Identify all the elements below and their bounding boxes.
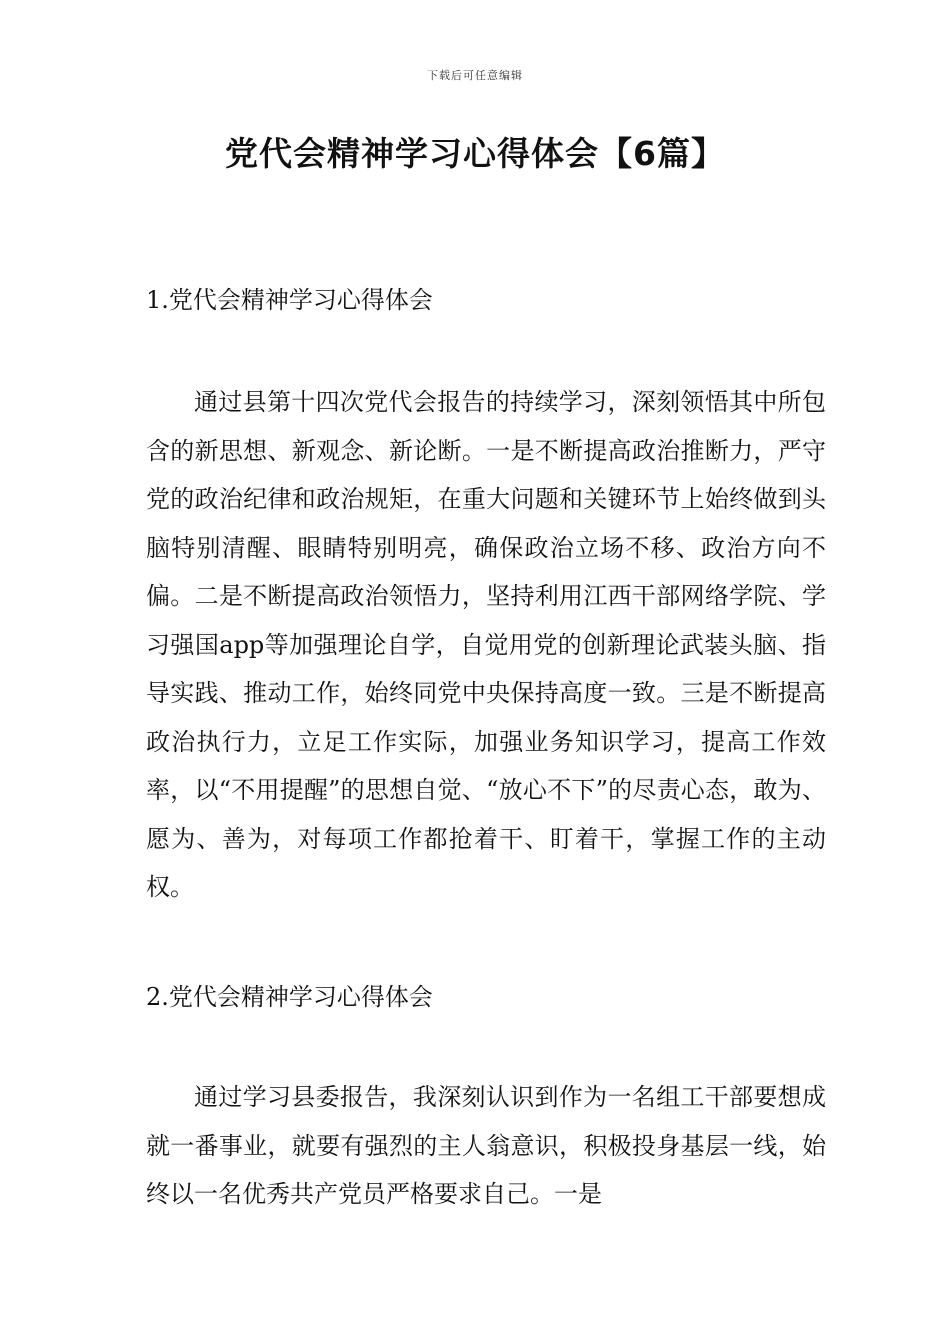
header-note: 下载后可任意编辑 <box>427 69 523 82</box>
section-heading: 2.党代会精神学习心得体会 <box>146 983 433 1011</box>
section-paragraph: 通过学习县委报告，我深刻认识到作为一名组工干部要想成就一番事业，就要有强烈的主人翁意识，积极投身基层一线，始终以一名优秀共产党员严格要求自己。一是 <box>146 1083 826 1208</box>
section-2-heading-block <box>146 973 826 1022</box>
section-heading: 1.党代会精神学习心得体会 <box>146 286 433 314</box>
section-paragraph: 通过县第十四次党代会报告的持续学习，深刻领悟其中所包含的新思想、新观念、新论断。一是不断提高政治推断力，严守党的政治纪律和政治规矩，在重大问题和关键环节上始终做到头脑特别清醒、眼睛特别明亮，确保政治立场不移、政治方向不偏。二是不断提高政治领悟力，坚持利用江西干部网络学院、学习强国app等加强理论自学，自觉用党的创新理论武装头脑、指导实践、推动工作，始终同党中央保持高度一致。三是不断提高政治执行力，立足工作实际，加强业务知识学习，提高工作效率，以“不用提醒”的思想自觉、“放心不下”的尽责心态，敢为、愿为、善为，对每项工作都抢着干、盯着干，掌握工作的主动权。 <box>146 388 826 901</box>
section-1-heading-block <box>146 276 826 325</box>
section-1-body <box>146 378 826 912</box>
section-2-body <box>146 1073 826 1219</box>
document-title: 党代会精神学习心得体会【6篇】 <box>225 134 725 173</box>
